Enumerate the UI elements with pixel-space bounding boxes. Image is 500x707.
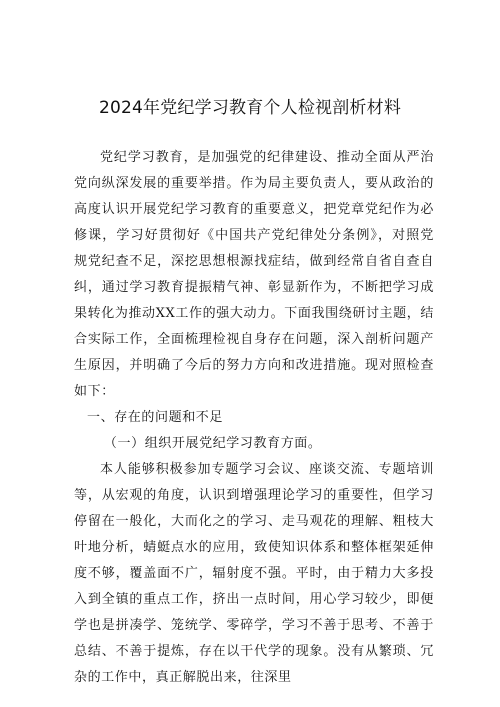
document-body	[74, 145, 434, 691]
subsection-heading: （一）组织开展党纪学习教育方面。	[103, 436, 322, 451]
document-title: 2024年党纪学习教育个人检视剖析材料	[98, 98, 402, 118]
intro-paragraph: 党纪学习教育，是加强党的纪律建设、推动全面从严治党向纵深发展的重要举措。作为局主要负责人，要从政治的高度认识开展党纪学习教育的重要意义，把党章党纪作为必修课，学习好贯彻好《中国共产党纪律处分条例》，对照党规党纪查不足，深挖思想根源找症结，做到经常自省自查自纠，通过学习教育提振精气神、彰显新作为，不断把学习成果转化为推动XX工作的强大动力。下面我围绕研讨主题，结合实际工作，全面梳理检视自身存在问题，深入剖析问题产生原因，并明确了今后的努力方向和改进措施。现对照检查如下：	[74, 150, 434, 399]
section-heading: 一、存在的问题和不足	[87, 410, 224, 425]
body-paragraph: 本人能够积极参加专题学习会议、座谈交流、专题培训等，从宏观的角度，认识到增强理论学习的重要性，但学习停留在一般化，大而化之的学习、走马观花的理解、粗枝大叶地分析，蜻蜓点水的应用，致使知识体系和整体框架延伸度不够，覆盖面不广，辐射度不强。平时，由于精力大多投入到全镇的重点工作，挤出一点时间，用心学习较少，即便学也是拼凑学、笼统学、零碎学，学习不善于思考、不善于总结、不善于提炼，存在以干代学的现象。没有从繁琐、冗杂的工作中，真正解脱出来，往深里	[74, 462, 434, 685]
